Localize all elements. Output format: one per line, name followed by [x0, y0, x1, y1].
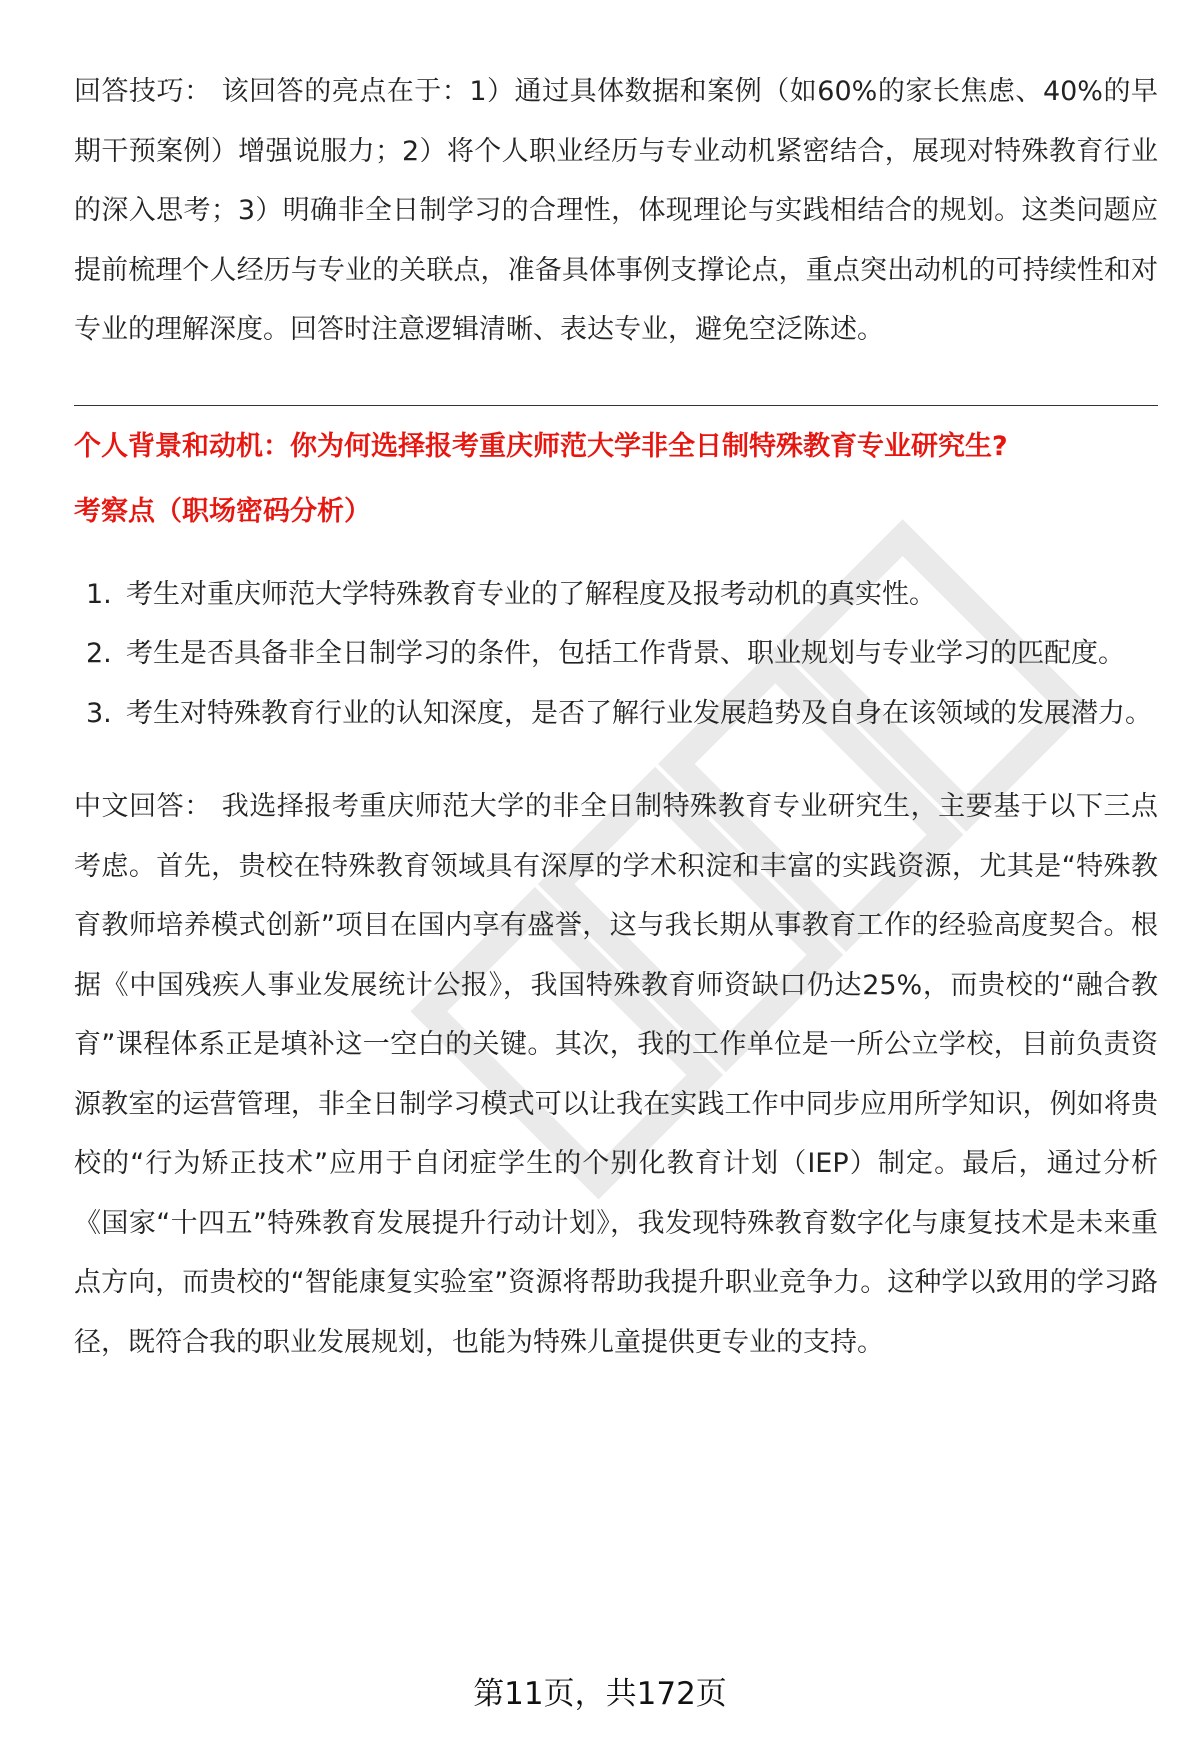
focus-heading: 考察点（职场密码分析） — [74, 495, 371, 527]
list-item — [74, 624, 1158, 684]
list-item-text: 考生对特殊教育行业的认知深度，是否了解行业发展趋势及自身在该领域的发展潜力。 — [126, 697, 1152, 729]
tips-text: 该回答的亮点在于：1）通过具体数据和案例（如60%的家长焦虑、40%的早期干预案例）增强说服力；2）将个人职业经历与专业动机紧密结合，展现对特殊教育行业的深入思考；3）明确非全日制学习的合理性，体现理论与实践相结合的规划。这类问题应提前梳理个人经历与专业的关联点，准备具体事例支撑论点，重点突出动机的可持续性和对专业的理解深度。回答时注意逻辑清晰、表达专业，避免空泛陈述。 — [74, 76, 1159, 345]
list-item-number: 3. — [86, 697, 112, 729]
list-item — [74, 565, 1158, 625]
list-item — [74, 684, 1158, 744]
document-page — [74, 62, 1158, 1372]
tips-label: 回答技巧： — [74, 76, 212, 107]
answer-label: 中文回答： — [74, 791, 212, 822]
focus-points-list — [74, 565, 1158, 744]
list-item-text: 考生是否具备非全日制学习的条件，包括工作背景、职业规划与专业学习的匹配度。 — [126, 638, 1125, 669]
answer-tips-paragraph — [74, 62, 1158, 360]
answer-text: 我选择报考重庆师范大学的非全日制特殊教育专业研究生，主要基于以下三点考虑。首先，贵校在特殊教育领域具有深厚的学术积淀和丰富的实践资源，尤其是“特殊教育教师培养模式创新”项目在国内享有盛誉，这与我长期从事教育工作的经验高度契合。根据《中国残疾人事业发展统计公报》，我国特殊教育师资缺口仍达25%，而贵校的“融合教育”课程体系正是填补这一空白的关键。其次，我的工作单位是一所公立学校，目前负责资源教室的运营管理，非全日制学习模式可以让我在实践工作中同步应用所学知识，例如将贵校的“行为矫正技术”应用于自闭症学生的个别化教育计划（IEP）制定。最后，通过分析《国家“十四五”特殊教育发展提升行动计划》，我发现特殊教育数字化与康复技术是未来重点方向，而贵校的“智能康复实验室”资源将帮助我提升职业竞争力。这种学以致用的学习路径，既符合我的职业发展规划，也能为特殊儿童提供更专业的支持。 — [74, 791, 1159, 1358]
list-item-number: 1. — [86, 578, 112, 610]
section-divider — [74, 405, 1158, 406]
question-heading: 个人背景和动机：你为何选择报考重庆师范大学非全日制特殊教育专业研究生? — [74, 430, 1008, 462]
page-number-footer: 第11页，共172页 — [473, 1676, 727, 1712]
chinese-answer-paragraph — [74, 777, 1158, 1372]
list-item-text: 考生对重庆师范大学特殊教育专业的了解程度及报考动机的真实性。 — [126, 578, 936, 610]
list-item-number: 2. — [86, 638, 112, 669]
